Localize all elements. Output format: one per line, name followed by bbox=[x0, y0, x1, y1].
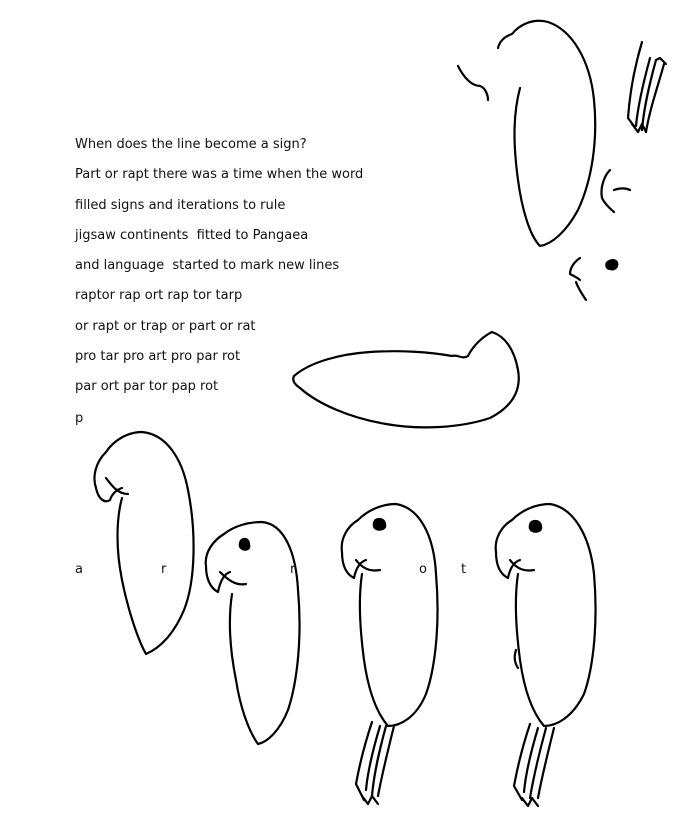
poem-line: pro tar pro art pro par rot bbox=[75, 349, 241, 364]
poem-line: raptor rap ort rap tor tarp bbox=[75, 288, 243, 303]
letter-t: t bbox=[461, 562, 467, 577]
poem-line: jigsaw continents fitted to Pangaea bbox=[75, 228, 309, 243]
poem-line: par ort par tor pap rot bbox=[75, 379, 219, 394]
parrot-sketch-4 bbox=[496, 504, 596, 806]
parrot-sketch-3 bbox=[342, 504, 438, 804]
poem-line: and language started to mark new lines bbox=[75, 258, 340, 273]
parrot-sketch-2 bbox=[206, 522, 300, 744]
letter-a: a bbox=[75, 562, 83, 577]
letter-o: o bbox=[419, 562, 427, 577]
parrot-sketch-top bbox=[458, 21, 630, 300]
poem-line: filled signs and iterations to rule bbox=[75, 198, 286, 213]
poem-line: Part or rapt there was a time when the word bbox=[75, 167, 364, 182]
poem-line: or rapt or trap or part or rat bbox=[75, 319, 256, 334]
letter-r: r bbox=[161, 562, 167, 577]
letter-r: r bbox=[290, 562, 296, 577]
poem-line: p bbox=[75, 411, 84, 426]
poem-line: When does the line become a sign? bbox=[75, 137, 307, 152]
feather-sketch bbox=[628, 42, 666, 132]
landmass-sketch bbox=[293, 332, 519, 427]
parrot-sketch-1 bbox=[94, 432, 193, 654]
